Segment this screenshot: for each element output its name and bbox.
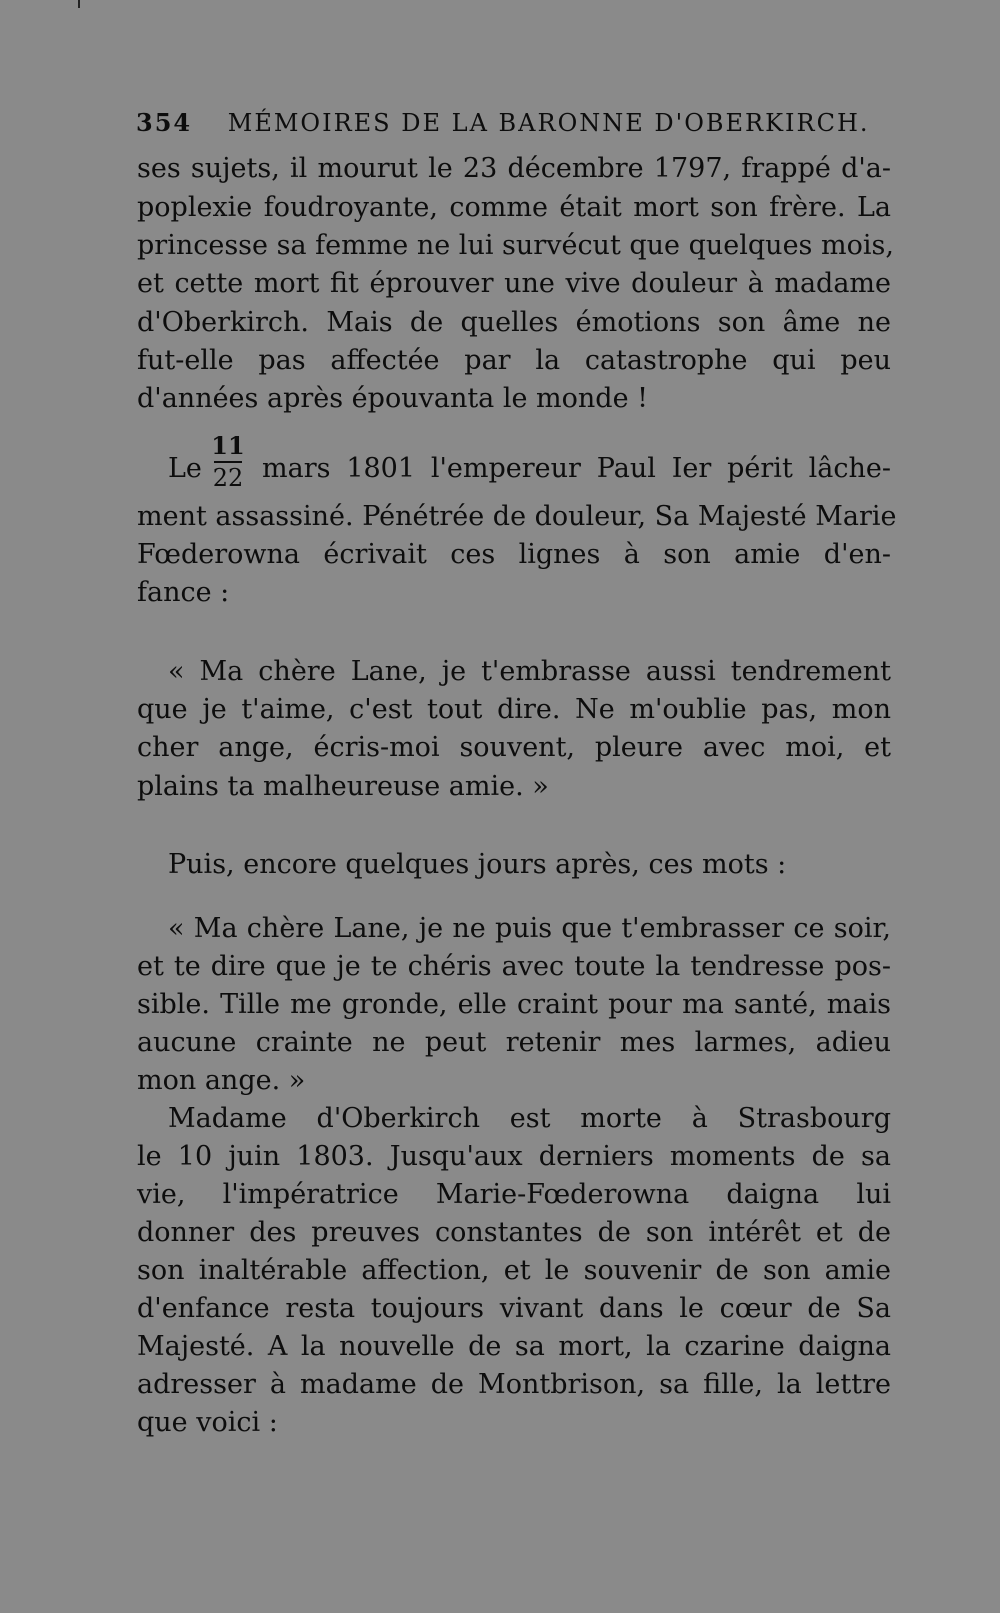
running-title: MÉMOIRES DE LA BARONNE D'OBERKIRCH.: [227, 109, 870, 137]
text-line: « Ma chère Lane, je t'embrasse aussi tendrement: [168, 656, 891, 687]
paragraph-lead: Le: [168, 453, 202, 484]
text-line: d'années après épouvanta le monde !: [137, 383, 648, 414]
fraction-denominator: 22: [212, 464, 244, 492]
text-line: plains ta malheureuse amie. »: [137, 771, 549, 802]
text-line: cher ange, écris-moi souvent, pleure avec moi, et: [137, 732, 891, 763]
text-line: « Ma chère Lane, je ne puis que t'embrasser ce soir,: [168, 913, 891, 944]
text-line: Fœderowna écrivait ces lignes à son amie d'en-: [137, 539, 891, 570]
page-number: 354: [136, 108, 193, 137]
running-header: [136, 108, 896, 142]
text-line: adresser à madame de Montbrison, sa fille, la lettre: [137, 1369, 891, 1400]
text-line: fut-elle pas affectée par la catastrophe qui peu: [137, 345, 891, 376]
text-line: que voici :: [137, 1407, 278, 1438]
text-line: d'enfance resta toujours vivant dans le cœur de Sa: [137, 1293, 891, 1324]
scan-mark: [78, 0, 80, 8]
text-line: mars 1801 l'empereur Paul Ier périt lâche-: [262, 453, 891, 484]
text-line: princesse sa femme ne lui survécut que quelques mois,: [137, 230, 894, 261]
text-line: d'Oberkirch. Mais de quelles émotions son âme ne: [137, 307, 891, 338]
fraction-numerator: 11: [211, 431, 245, 460]
text-line: donner des preuves constantes de son intérêt et de: [137, 1217, 891, 1248]
text-line: que je t'aime, c'est tout dire. Ne m'oublie pas, mon: [137, 694, 891, 725]
text-line: Puis, encore quelques jours après, ces mots :: [168, 849, 787, 880]
text-line: sible. Tille me gronde, elle craint pour ma santé, mais: [137, 989, 891, 1020]
fraction-bar: [214, 461, 242, 463]
text-line: le 10 juin 1803. Jusqu'aux derniers moments de sa: [137, 1141, 891, 1172]
text-line: ment assassiné. Pénétrée de douleur, Sa Majesté Marie: [137, 501, 897, 532]
text-line: et cette mort fit éprouver une vive douleur à madame: [137, 268, 891, 299]
date-fraction: [210, 433, 246, 497]
text-line: Madame d'Oberkirch est morte à Strasbourg: [168, 1103, 891, 1134]
text-line: mon ange. »: [137, 1065, 306, 1096]
text-line: fance :: [137, 577, 230, 608]
text-line: Majesté. A la nouvelle de sa mort, la czarine daigna: [137, 1331, 891, 1362]
text-line: aucune crainte ne peut retenir mes larmes, adieu: [137, 1027, 891, 1058]
text-line: ses sujets, il mourut le 23 décembre 1797, frappé d'a-: [137, 153, 891, 184]
text-line: vie, l'impératrice Marie-Fœderowna daigna lui: [137, 1179, 891, 1210]
text-line: et te dire que je te chéris avec toute la tendresse pos-: [137, 951, 891, 982]
text-line: son inaltérable affection, et le souvenir de son amie: [137, 1255, 891, 1286]
text-line: poplexie foudroyante, comme était mort son frère. La: [137, 192, 891, 223]
